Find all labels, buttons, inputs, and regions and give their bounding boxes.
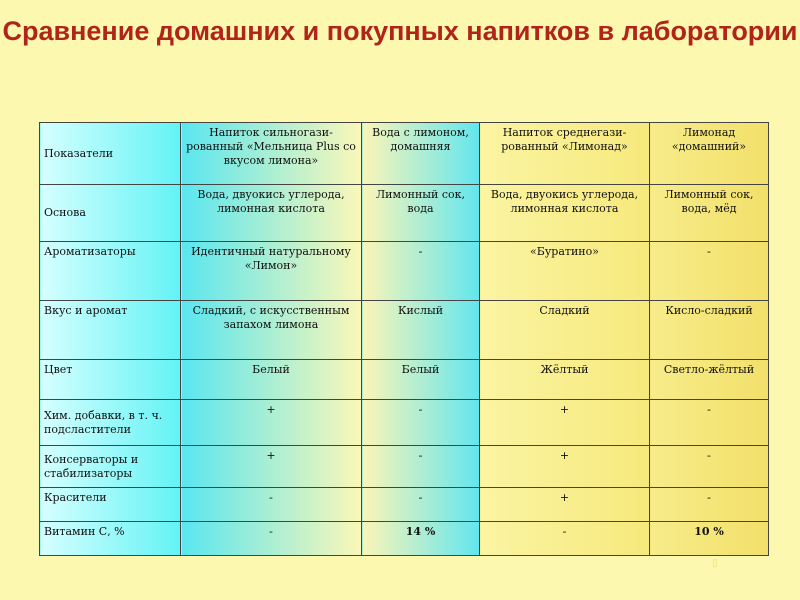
table-row [40, 185, 769, 242]
table-cell: Сладкий, с искусственным запахом лимона [181, 301, 362, 360]
table-row [40, 522, 769, 556]
table-cell: + [181, 446, 362, 488]
table-cell: - [650, 242, 769, 301]
row-label: Основа [40, 185, 181, 242]
header-cell: Напиток среднегази-рованный «Лимонад» [480, 123, 650, 185]
table-cell: Светло-жёлтый [650, 360, 769, 400]
table-cell: Кисло-сладкий [650, 301, 769, 360]
table-cell: Жёлтый [480, 360, 650, 400]
table-cell: Белый [181, 360, 362, 400]
header-cell: Лимонад «домашний» [650, 123, 769, 185]
table-row [40, 301, 769, 360]
table-cell: - [650, 488, 769, 522]
header-cell: Вода с лимоном, домашняя [362, 123, 480, 185]
table-cell: Идентичный натуральному «Лимон» [181, 242, 362, 301]
table-cell: - [362, 488, 480, 522]
header-row [40, 123, 769, 185]
vitamin-c-value: 14 % [362, 522, 480, 556]
table-row [40, 446, 769, 488]
table-row [40, 242, 769, 301]
table-cell: - [181, 488, 362, 522]
row-label: Витамин С, % [40, 522, 181, 556]
table-cell: + [480, 446, 650, 488]
row-label: Цвет [40, 360, 181, 400]
table-cell: + [181, 400, 362, 446]
table-cell: Вода, двуокись углерода, лимонная кислота [181, 185, 362, 242]
table-cell: + [480, 488, 650, 522]
table-cell: - [650, 400, 769, 446]
table-cell: - [181, 522, 362, 556]
slide-title: Сравнение домашних и покупных напитков в лаборатории [2, 16, 798, 46]
table-cell: Сладкий [480, 301, 650, 360]
table-cell: - [480, 522, 650, 556]
row-label: Вкус и аромат [40, 301, 181, 360]
table-cell: Лимонный сок, вода, мёд [650, 185, 769, 242]
vitamin-c-value: 10 % [650, 522, 769, 556]
table-row [40, 400, 769, 446]
header-cell: Напиток сильногази-рованный «Мельница Plus со вкусом лимона» [181, 123, 362, 185]
row-label: Хим. добавки, в т. ч. подсластители [40, 400, 181, 446]
header-cell: Показатели [40, 123, 181, 185]
table-cell: Кислый [362, 301, 480, 360]
table-cell: - [362, 242, 480, 301]
table-cell: - [650, 446, 769, 488]
row-label: Ароматизаторы [40, 242, 181, 301]
table-cell: Белый [362, 360, 480, 400]
table-cell: Вода, двуокись углерода, лимонная кислота [480, 185, 650, 242]
table-cell: Лимонный сок, вода [362, 185, 480, 242]
table-row [40, 360, 769, 400]
table-cell: - [362, 400, 480, 446]
table-row [40, 488, 769, 522]
corner-mark-icon: ▯ [712, 558, 718, 569]
table-cell: + [480, 400, 650, 446]
table-cell: - [362, 446, 480, 488]
row-label: Консерваторы и стабилизаторы [40, 446, 181, 488]
comparison-table [39, 122, 769, 556]
table-cell: «Буратино» [480, 242, 650, 301]
row-label: Красители [40, 488, 181, 522]
